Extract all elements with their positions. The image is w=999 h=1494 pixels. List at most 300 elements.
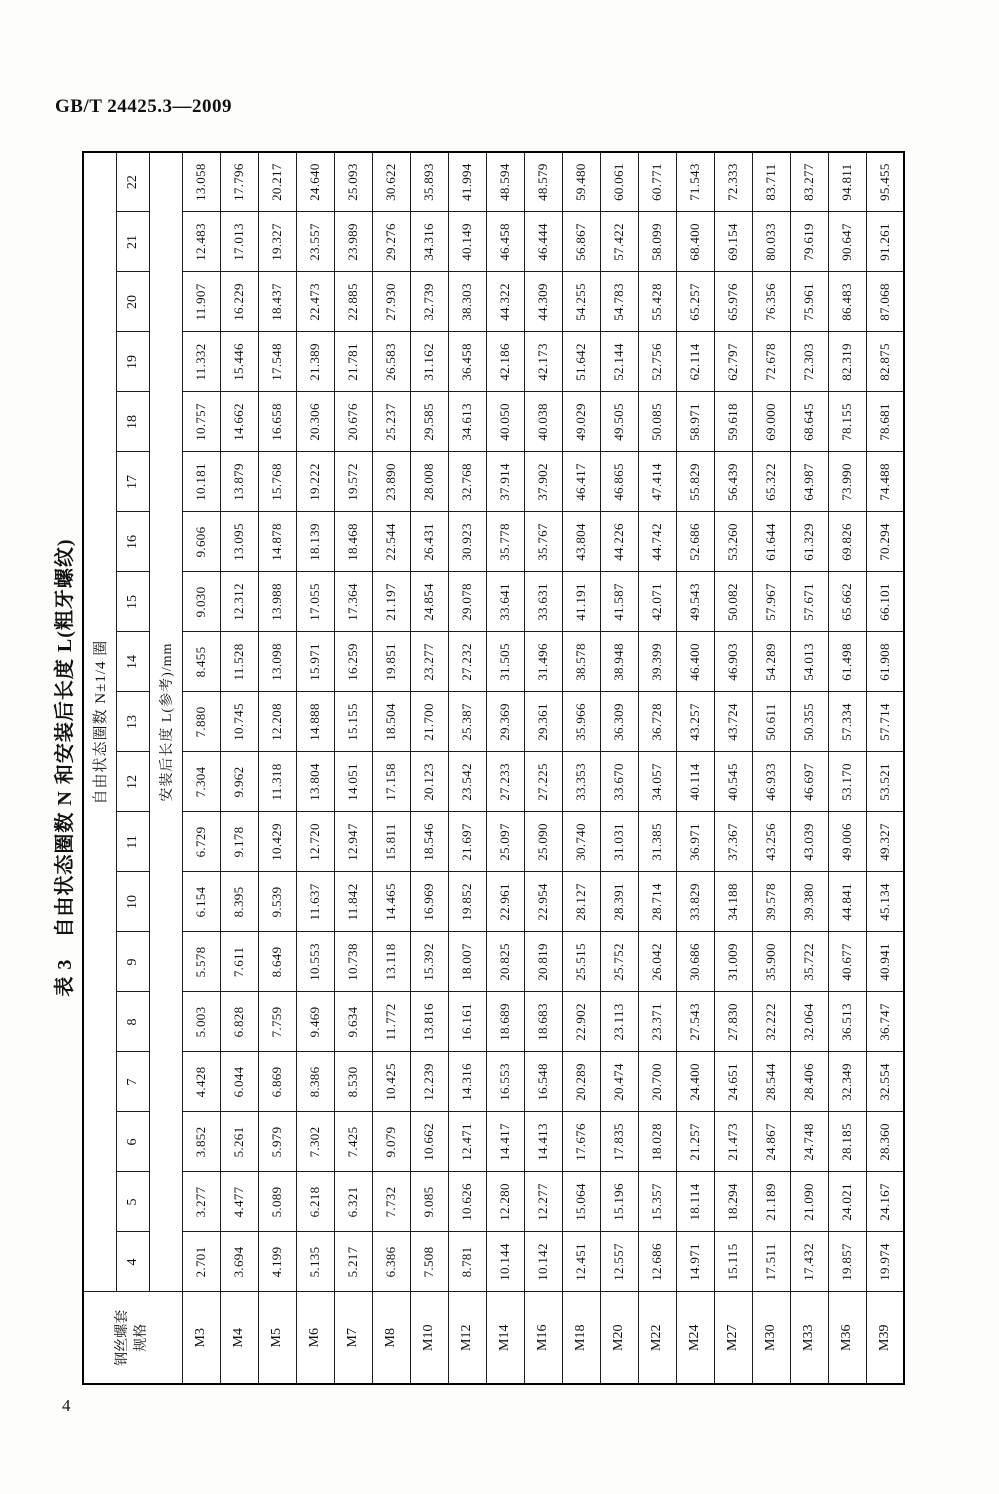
value-cell: 15.064 [562,1172,600,1232]
value-cell: 25.097 [486,812,524,872]
value-cell: 15.196 [600,1172,638,1232]
coil-count-header-14: 14 [116,632,149,692]
value-cell: 49.505 [600,392,638,452]
value-cell: 54.289 [752,632,790,692]
value-cell: 49.029 [562,392,600,452]
value-cell: 19.851 [372,632,410,692]
value-cell: 69.826 [828,512,866,572]
value-cell: 7.302 [296,1112,334,1172]
value-cell: 46.865 [600,452,638,512]
value-cell: 36.747 [866,992,904,1052]
value-cell: 31.496 [524,632,562,692]
value-cell: 83.277 [790,152,828,212]
value-cell: 47.414 [638,452,676,512]
value-cell: 37.367 [714,812,752,872]
value-cell: 30.923 [448,512,486,572]
value-cell: 18.028 [638,1112,676,1172]
value-cell: 5.089 [258,1172,296,1232]
value-cell: 52.756 [638,332,676,392]
value-cell: 26.583 [372,332,410,392]
value-cell: 72.678 [752,332,790,392]
value-cell: 22.544 [372,512,410,572]
value-cell: 29.361 [524,692,562,752]
value-cell: 43.804 [562,512,600,572]
coil-count-header-7: 7 [116,1052,149,1112]
value-cell: 46.417 [562,452,600,512]
value-cell: 43.256 [752,812,790,872]
value-cell: 30.740 [562,812,600,872]
value-cell: 54.783 [600,272,638,332]
value-cell: 23.557 [296,212,334,272]
value-cell: 5.003 [182,992,220,1052]
spec-header-M22: M22 [638,1292,676,1384]
value-cell: 41.994 [448,152,486,212]
value-cell: 70.294 [866,512,904,572]
value-cell: 95.455 [866,152,904,212]
value-cell: 22.961 [486,872,524,932]
value-cell: 20.819 [524,932,562,992]
value-cell: 41.191 [562,572,600,632]
value-cell: 7.425 [334,1112,372,1172]
value-cell: 76.356 [752,272,790,332]
value-cell: 34.613 [448,392,486,452]
value-cell: 17.055 [296,572,334,632]
coil-count-header-15: 15 [116,572,149,632]
value-cell: 30.686 [676,932,714,992]
value-cell: 38.578 [562,632,600,692]
value-cell: 29.585 [410,392,448,452]
value-cell: 10.425 [372,1052,410,1112]
value-cell: 15.357 [638,1172,676,1232]
value-cell: 10.745 [220,692,258,752]
value-cell: 18.468 [334,512,372,572]
value-cell: 7.880 [182,692,220,752]
value-cell: 69.154 [714,212,752,272]
value-cell: 39.380 [790,872,828,932]
value-cell: 27.543 [676,992,714,1052]
value-cell: 16.969 [410,872,448,932]
value-cell: 13.118 [372,932,410,992]
value-cell: 29.078 [448,572,486,632]
value-cell: 28.544 [752,1052,790,1112]
coil-count-header-16: 16 [116,512,149,572]
value-cell: 32.768 [448,452,486,512]
spec-header-M5: M5 [258,1292,296,1384]
value-cell: 16.161 [448,992,486,1052]
coil-count-header-18: 18 [116,392,149,452]
value-cell: 24.640 [296,152,334,212]
value-cell: 12.947 [334,812,372,872]
spec-header-M27: M27 [714,1292,752,1384]
value-cell: 28.391 [600,872,638,932]
corner-header [83,1292,182,1384]
page-number: 4 [62,1396,71,1415]
value-cell: 10.429 [258,812,296,872]
spec-header-M20: M20 [600,1292,638,1384]
value-cell: 50.082 [714,572,752,632]
value-cell: 62.114 [676,332,714,392]
coil-count-header-6: 6 [116,1112,149,1172]
value-cell: 22.954 [524,872,562,932]
sub-header-installed-length: 安装后长度 L(参考)/mm [149,152,182,1292]
value-cell: 44.841 [828,872,866,932]
value-cell: 33.641 [486,572,524,632]
value-cell: 5.217 [334,1232,372,1292]
value-cell: 24.867 [752,1112,790,1172]
value-cell: 61.498 [828,632,866,692]
value-cell: 22.885 [334,272,372,332]
value-cell: 12.239 [410,1052,448,1112]
value-cell: 68.400 [676,212,714,272]
table-row-M5 [258,152,296,1384]
value-cell: 12.451 [562,1232,600,1292]
value-cell: 78.155 [828,392,866,452]
value-cell: 14.051 [334,752,372,812]
value-cell: 10.181 [182,452,220,512]
value-cell: 14.662 [220,392,258,452]
coil-count-header-13: 13 [116,692,149,752]
spec-header-M39: M39 [866,1292,904,1384]
value-cell: 11.528 [220,632,258,692]
value-cell: 3.852 [182,1112,220,1172]
spec-header-M7: M7 [334,1292,372,1384]
coil-count-header-21: 21 [116,212,149,272]
value-cell: 36.513 [828,992,866,1052]
value-cell: 17.158 [372,752,410,812]
coil-count-header-10: 10 [116,872,149,932]
spec-header-M24: M24 [676,1292,714,1384]
value-cell: 35.893 [410,152,448,212]
value-cell: 43.039 [790,812,828,872]
value-cell: 17.835 [600,1112,638,1172]
value-cell: 13.058 [182,152,220,212]
value-cell: 6.044 [220,1052,258,1112]
value-cell: 12.720 [296,812,334,872]
value-cell: 17.676 [562,1112,600,1172]
value-cell: 65.976 [714,272,752,332]
value-cell: 52.144 [600,332,638,392]
value-cell: 40.545 [714,752,752,812]
table-title: 表 3 自由状态圈数 N 和安装后长度 L(粗牙螺纹) [54,538,76,997]
table-row-M14 [486,152,524,1384]
table-row-M22 [638,152,676,1384]
value-cell: 21.389 [296,332,334,392]
table-row-M3 [182,152,220,1384]
value-cell: 5.578 [182,932,220,992]
value-cell: 25.237 [372,392,410,452]
value-cell: 32.064 [790,992,828,1052]
value-cell: 34.057 [638,752,676,812]
value-cell: 28.185 [828,1112,866,1172]
value-cell: 12.686 [638,1232,676,1292]
value-cell: 43.257 [676,692,714,752]
value-cell: 6.729 [182,812,220,872]
table-row-M27 [714,152,752,1384]
spec-header-M10: M10 [410,1292,448,1384]
value-cell: 12.483 [182,212,220,272]
value-cell: 17.364 [334,572,372,632]
spec-header-M8: M8 [372,1292,410,1384]
value-cell: 7.304 [182,752,220,812]
value-cell: 57.967 [752,572,790,632]
value-cell: 19.222 [296,452,334,512]
value-cell: 40.149 [448,212,486,272]
value-cell: 5.261 [220,1112,258,1172]
spec-header-M16: M16 [524,1292,562,1384]
value-cell: 9.085 [410,1172,448,1232]
value-cell: 12.277 [524,1172,562,1232]
value-cell: 82.319 [828,332,866,392]
value-cell: 4.477 [220,1172,258,1232]
value-cell: 13.098 [258,632,296,692]
value-cell: 6.321 [334,1172,372,1232]
value-cell: 9.178 [220,812,258,872]
value-cell: 46.697 [790,752,828,812]
value-cell: 19.572 [334,452,372,512]
value-cell: 36.728 [638,692,676,752]
value-cell: 69.000 [752,392,790,452]
value-cell: 65.662 [828,572,866,632]
value-cell: 15.446 [220,332,258,392]
value-cell: 32.739 [410,272,448,332]
value-cell: 10.142 [524,1232,562,1292]
spec-header-M3: M3 [182,1292,220,1384]
spec-header-M6: M6 [296,1292,334,1384]
value-cell: 11.318 [258,752,296,812]
value-cell: 16.658 [258,392,296,452]
coil-count-header-5: 5 [116,1172,149,1232]
table-row-M4 [220,152,258,1384]
value-cell: 27.233 [486,752,524,812]
value-cell: 56.439 [714,452,752,512]
value-cell: 42.071 [638,572,676,632]
value-cell: 82.875 [866,332,904,392]
value-cell: 26.431 [410,512,448,572]
value-cell: 33.353 [562,752,600,812]
value-cell: 33.631 [524,572,562,632]
value-cell: 28.008 [410,452,448,512]
value-cell: 30.622 [372,152,410,212]
value-cell: 41.587 [600,572,638,632]
coil-count-header-4: 4 [116,1232,149,1292]
value-cell: 14.413 [524,1112,562,1172]
value-cell: 8.781 [448,1232,486,1292]
value-cell: 23.989 [334,212,372,272]
value-cell: 10.553 [296,932,334,992]
value-cell: 49.006 [828,812,866,872]
value-cell: 6.828 [220,992,258,1052]
value-cell: 8.455 [182,632,220,692]
value-cell: 24.021 [828,1172,866,1232]
value-cell: 49.543 [676,572,714,632]
value-cell: 13.879 [220,452,258,512]
value-cell: 71.543 [676,152,714,212]
value-cell: 16.548 [524,1052,562,1112]
value-cell: 4.428 [182,1052,220,1112]
value-cell: 35.778 [486,512,524,572]
value-cell: 6.218 [296,1172,334,1232]
value-cell: 13.816 [410,992,448,1052]
value-cell: 40.050 [486,392,524,452]
value-cell: 31.505 [486,632,524,692]
value-cell: 25.090 [524,812,562,872]
value-cell: 18.114 [676,1172,714,1232]
value-cell: 20.474 [600,1052,638,1112]
table-body [182,152,904,1384]
value-cell: 2.701 [182,1232,220,1292]
table-row-M8 [372,152,410,1384]
spec-header-M33: M33 [790,1292,828,1384]
value-cell: 25.387 [448,692,486,752]
corner-header-line1: 钢丝螺套 [114,1309,130,1366]
value-cell: 90.647 [828,212,866,272]
value-cell: 29.276 [372,212,410,272]
value-cell: 19.327 [258,212,296,272]
group-header-free-state-coils: 自由状态圈数 N±1/4 圈 [83,152,116,1292]
value-cell: 7.759 [258,992,296,1052]
value-cell: 46.933 [752,752,790,812]
value-cell: 9.606 [182,512,220,572]
value-cell: 7.611 [220,932,258,992]
value-cell: 45.134 [866,872,904,932]
value-cell: 4.199 [258,1232,296,1292]
value-cell: 21.197 [372,572,410,632]
spec-header-M18: M18 [562,1292,600,1384]
value-cell: 28.127 [562,872,600,932]
value-cell: 65.257 [676,272,714,332]
value-cell: 14.316 [448,1052,486,1112]
value-cell: 16.553 [486,1052,524,1112]
value-cell: 22.473 [296,272,334,332]
value-cell: 46.444 [524,212,562,272]
value-cell: 49.327 [866,812,904,872]
value-cell: 15.971 [296,632,334,692]
value-cell: 44.226 [600,512,638,572]
value-cell: 21.257 [676,1112,714,1172]
value-cell: 36.458 [448,332,486,392]
value-cell: 50.611 [752,692,790,752]
value-cell: 65.322 [752,452,790,512]
coil-count-header-22: 22 [116,152,149,212]
value-cell: 44.309 [524,272,562,332]
table-row-M18 [562,152,600,1384]
value-cell: 32.349 [828,1052,866,1112]
value-cell: 23.542 [448,752,486,812]
value-cell: 75.961 [790,272,828,332]
value-cell: 33.829 [676,872,714,932]
value-cell: 33.670 [600,752,638,812]
value-cell: 20.123 [410,752,448,812]
value-cell: 5.979 [258,1112,296,1172]
value-cell: 22.902 [562,992,600,1052]
value-cell: 20.825 [486,932,524,992]
value-cell: 58.099 [638,212,676,272]
value-cell: 46.458 [486,212,524,272]
value-cell: 18.294 [714,1172,752,1232]
value-cell: 21.781 [334,332,372,392]
value-cell: 60.061 [600,152,638,212]
value-cell: 14.878 [258,512,296,572]
value-cell: 21.090 [790,1172,828,1232]
table-row-M30 [752,152,790,1384]
value-cell: 25.093 [334,152,372,212]
value-cell: 80.033 [752,212,790,272]
value-cell: 7.732 [372,1172,410,1232]
value-cell: 13.804 [296,752,334,812]
table-head [83,152,182,1384]
value-cell: 3.277 [182,1172,220,1232]
value-cell: 14.465 [372,872,410,932]
value-cell: 38.303 [448,272,486,332]
value-cell: 11.772 [372,992,410,1052]
table-row-M7 [334,152,372,1384]
value-cell: 15.392 [410,932,448,992]
value-cell: 14.417 [486,1112,524,1172]
value-cell: 21.189 [752,1172,790,1232]
value-cell: 61.908 [866,632,904,692]
value-cell: 57.671 [790,572,828,632]
value-cell: 38.948 [600,632,638,692]
value-cell: 12.557 [600,1232,638,1292]
value-cell: 3.694 [220,1232,258,1292]
rotated-table-block [52,150,907,1385]
value-cell: 29.369 [486,692,524,752]
value-cell: 53.260 [714,512,752,572]
value-cell: 62.797 [714,332,752,392]
value-cell: 31.162 [410,332,448,392]
value-cell: 14.888 [296,692,334,752]
value-cell: 27.225 [524,752,562,812]
value-cell: 32.554 [866,1052,904,1112]
value-cell: 28.360 [866,1112,904,1172]
value-cell: 94.811 [828,152,866,212]
value-cell: 36.971 [676,812,714,872]
value-cell: 72.333 [714,152,752,212]
table-row-M36 [828,152,866,1384]
value-cell: 23.277 [410,632,448,692]
value-cell: 57.334 [828,692,866,752]
value-cell: 20.700 [638,1052,676,1112]
table-row-M33 [790,152,828,1384]
value-cell: 48.579 [524,152,562,212]
value-cell: 17.796 [220,152,258,212]
value-cell: 17.511 [752,1232,790,1292]
coil-length-table [82,151,905,1385]
value-cell: 40.677 [828,932,866,992]
value-cell: 54.013 [790,632,828,692]
spec-header-M4: M4 [220,1292,258,1384]
value-cell: 43.724 [714,692,752,752]
value-cell: 8.386 [296,1052,334,1112]
value-cell: 58.971 [676,392,714,452]
value-cell: 18.683 [524,992,562,1052]
coil-count-header-19: 19 [116,332,149,392]
value-cell: 51.642 [562,332,600,392]
value-cell: 83.711 [752,152,790,212]
value-cell: 21.473 [714,1112,752,1172]
value-cell: 5.135 [296,1232,334,1292]
value-cell: 15.155 [334,692,372,752]
value-cell: 87.068 [866,272,904,332]
value-cell: 25.515 [562,932,600,992]
value-cell: 18.689 [486,992,524,1052]
coil-count-header-9: 9 [116,932,149,992]
spec-header-M36: M36 [828,1292,866,1384]
value-cell: 55.428 [638,272,676,332]
value-cell: 28.714 [638,872,676,932]
value-cell: 17.548 [258,332,296,392]
value-cell: 31.385 [638,812,676,872]
